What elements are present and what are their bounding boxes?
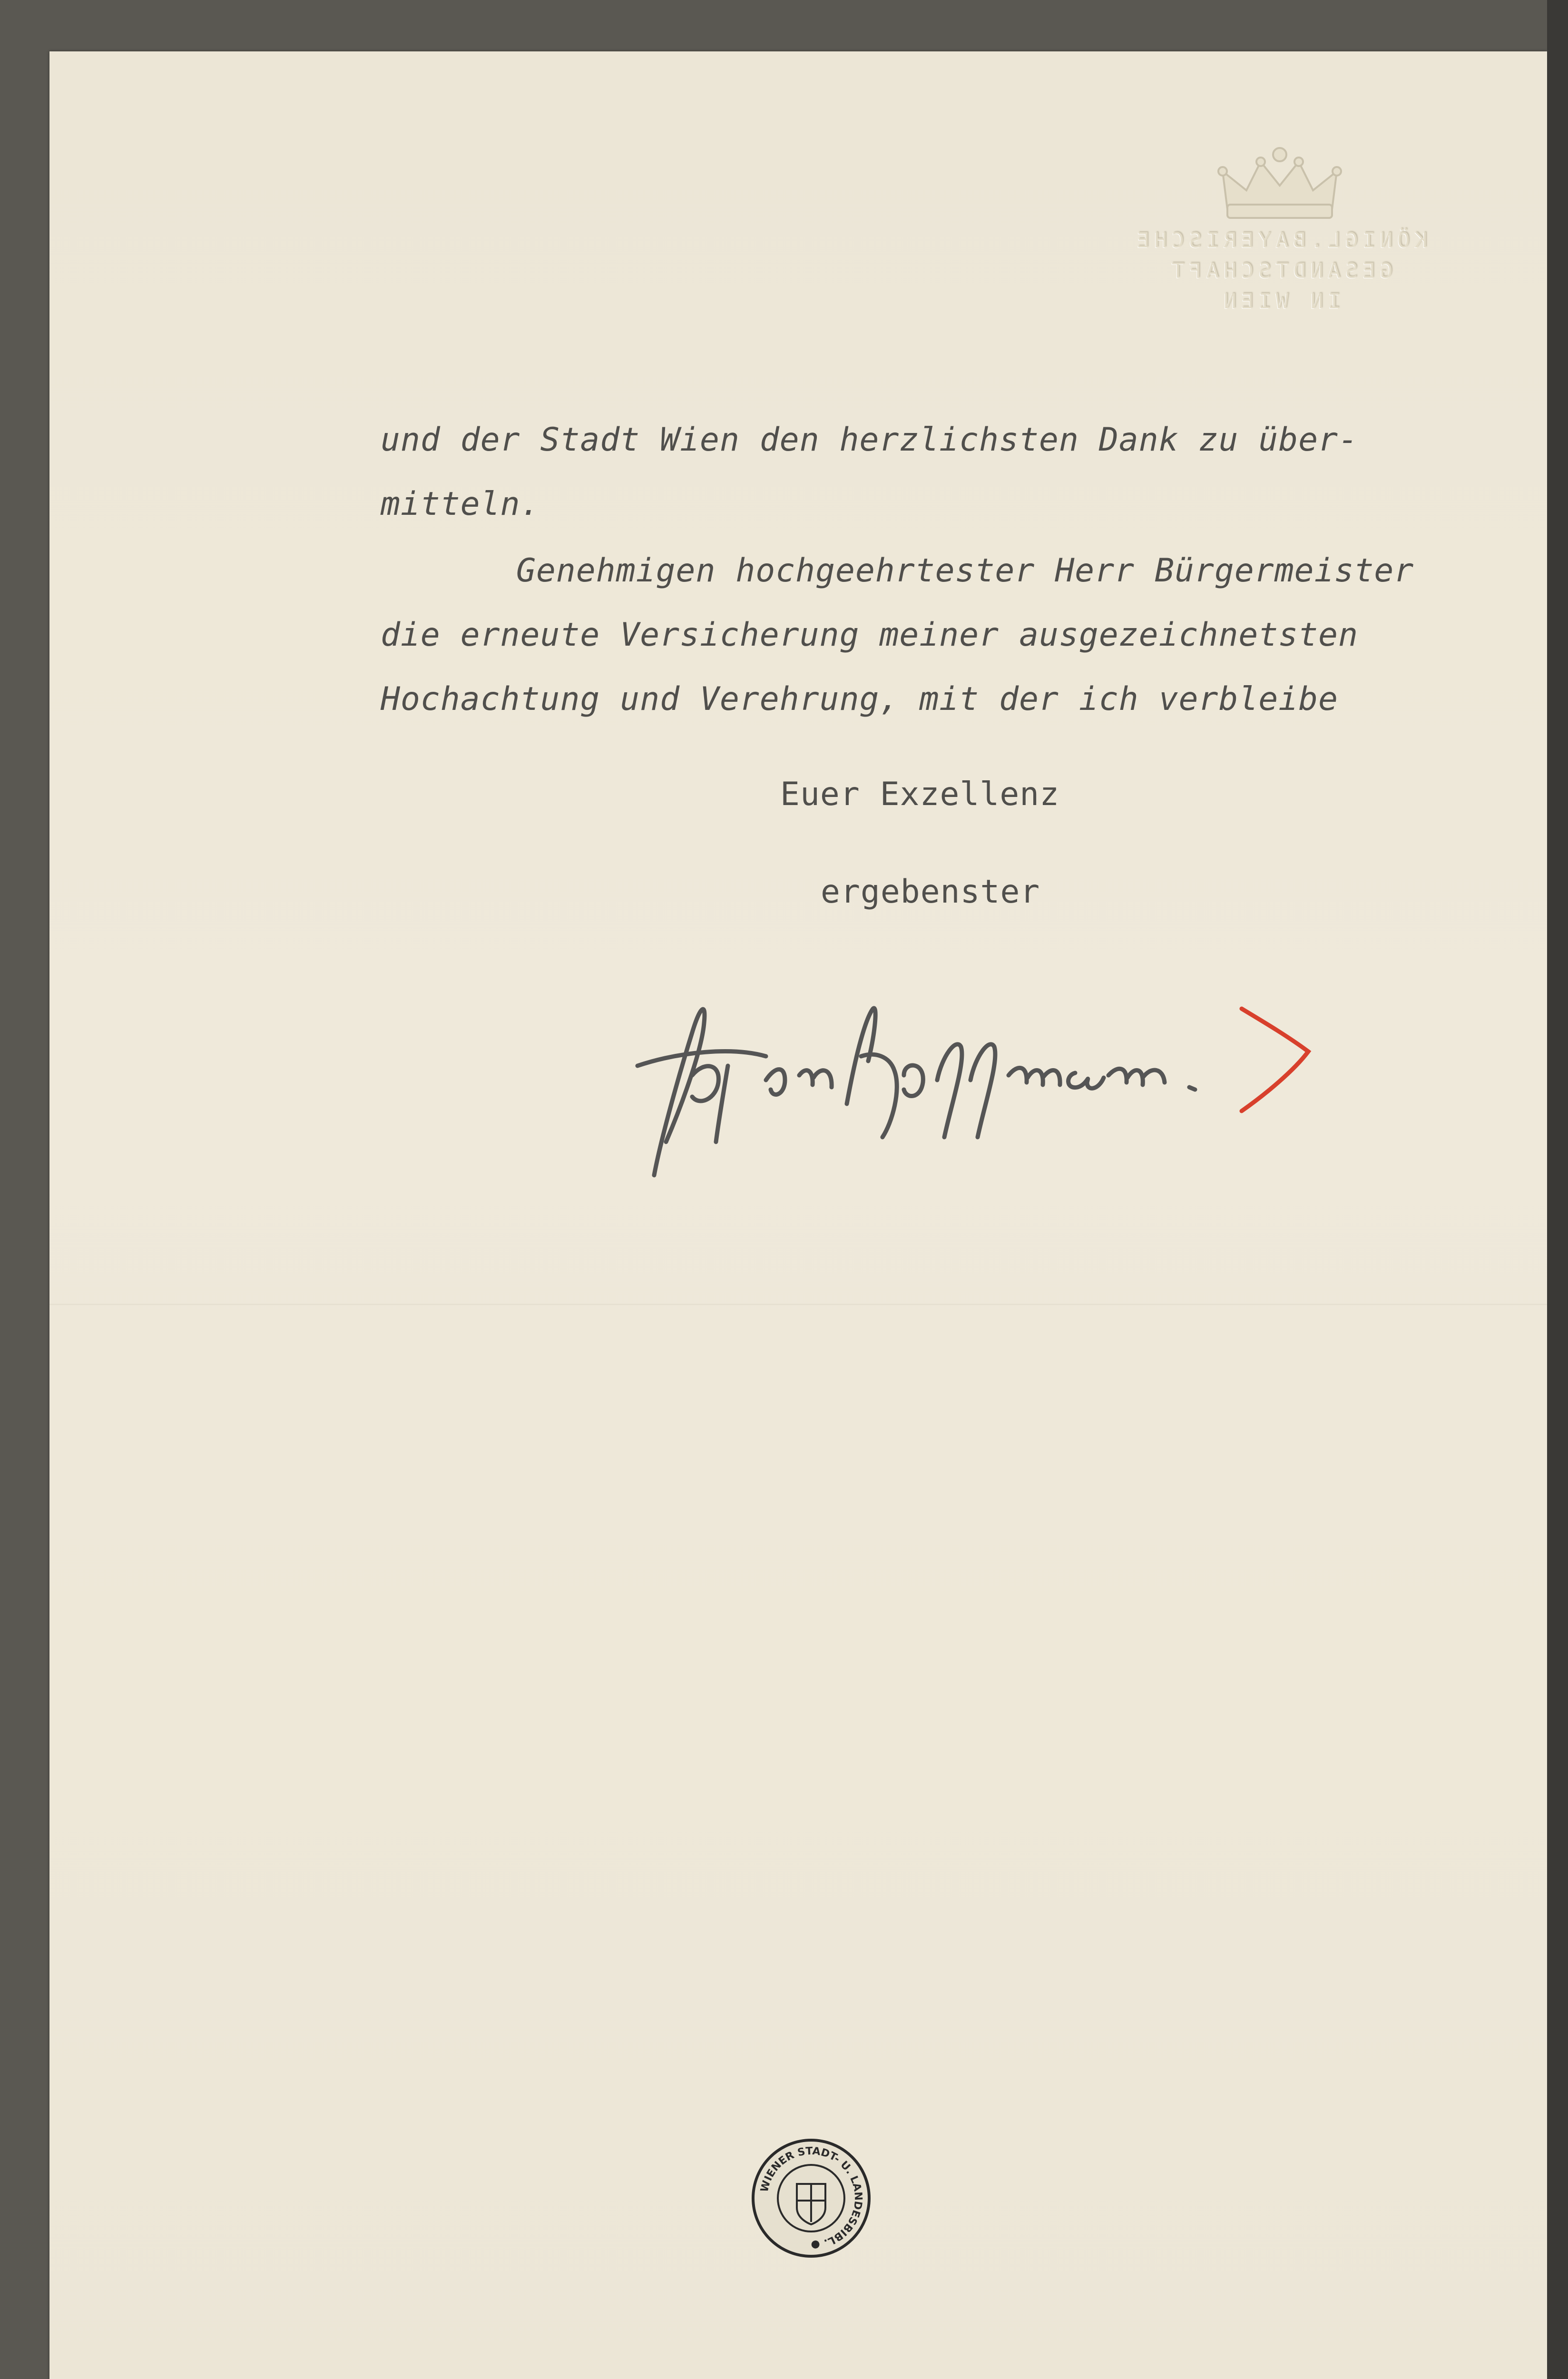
letter-page [49,51,1547,2379]
library-stamp [749,2136,873,2260]
scan-edge [1547,0,1568,2379]
body-line-2: mitteln. [381,485,540,523]
letterhead-line-2: GESANDTSCHAFT [1166,259,1393,283]
handwritten-signature [609,980,1465,1194]
svg-text:WIENER STADT- U. LANDESBIBL. ●: WIENER STADT- U. LANDESBIBL. ● [758,2145,864,2251]
closing-salutation: Euer Exzellenz [780,776,1060,813]
embossed-letterhead [1113,143,1446,333]
paper-fold [49,1304,1547,1305]
body-line-5: Hochachtung und Verehrung, mit der ich verbleibe [381,680,1339,718]
crown-icon [1208,143,1351,224]
letterhead-line-3: IN WIEN [1219,289,1341,314]
closing-valediction: ergebenster [821,873,1040,911]
body-line-3: Genehmigen hochgeehrtester Herr Bürgermeister [516,552,1414,590]
body-line-4: die erneute Versicherung meiner ausgezeichnetsten [381,616,1359,654]
body-line-1: und der Stadt Wien den herzlichsten Dank zu über- [381,421,1359,459]
letterhead-line-1: KÖNIGL.BAYERISCHE [1132,228,1428,253]
